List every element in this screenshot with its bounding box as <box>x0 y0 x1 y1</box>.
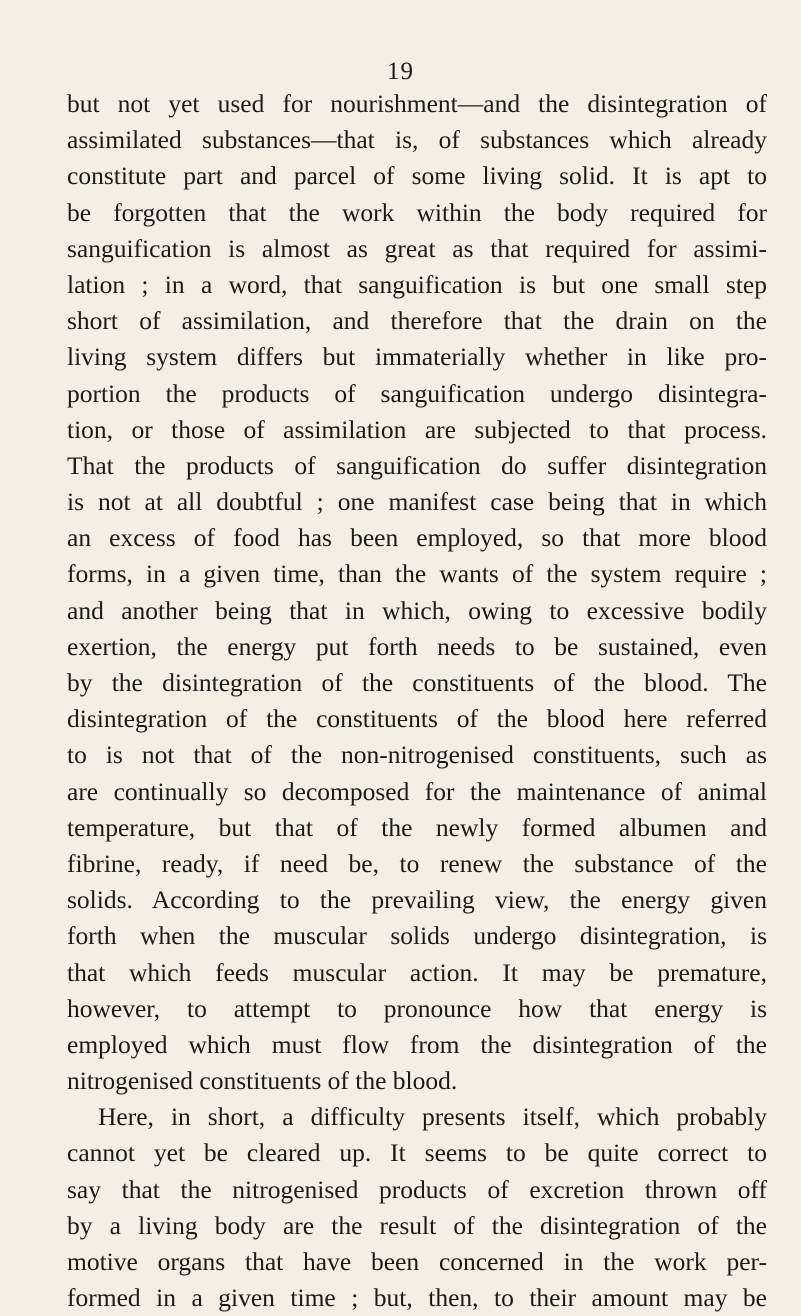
text-line: lation ; in a word, that sanguification is but one small step <box>67 269 767 299</box>
text-line: living system differs but immaterially whether in like pro- <box>67 342 767 372</box>
text-line: tion, or those of assimilation are subjected to that process. <box>67 414 767 444</box>
page-number: 19 <box>387 58 414 85</box>
text-line: nitrogenised constituents of the blood. <box>67 1066 458 1096</box>
text-line: solids. According to the prevailing view, the energy given <box>67 885 767 915</box>
text-line: an excess of food has been employed, so that more blood <box>67 523 767 553</box>
text-line: sanguification is almost as great as that required for assimi- <box>67 233 767 263</box>
text-line: employed which must flow from the disintegration of the <box>67 1029 767 1059</box>
text-line: fibrine, ready, if need be, to renew the substance of the <box>67 848 767 878</box>
text-line: are continually so decomposed for the maintenance of animal <box>67 776 767 806</box>
text-line: That the products of sanguification do suffer disintegration <box>67 450 767 480</box>
text-line: disintegration of the constituents of the blood here referred <box>67 704 767 734</box>
text-line: that which feeds muscular action. It may be premature, <box>67 957 767 987</box>
text-line: however, to attempt to pronounce how that energy is <box>67 993 767 1023</box>
text-line: exertion, the energy put forth needs to be sustained, even <box>67 631 767 661</box>
text-line: say that the nitrogenised products of excretion thrown off <box>67 1174 767 1204</box>
text-line: by a living body are the result of the disintegration of the <box>67 1210 767 1240</box>
text-line: portion the products of sanguification undergo disintegra- <box>67 378 767 408</box>
text-line: is not at all doubtful ; one manifest case being that in which <box>67 487 767 517</box>
text-line: by the disintegration of the constituents of the blood. The <box>67 668 767 697</box>
text-line: constitute part and parcel of some living solid. It is apt to <box>67 161 767 191</box>
text-line: forth when the muscular solids undergo disintegration, is <box>67 921 767 951</box>
text-line: cannot yet be cleared up. It seems to be quite correct to <box>67 1138 767 1168</box>
text-line: temperature, but that of the newly formed albumen and <box>67 812 767 842</box>
text-line: short of assimilation, and therefore that the drain on the <box>67 306 767 336</box>
text-line: motive organs that have been concerned in the work per- <box>67 1247 767 1276</box>
text-line: be forgotten that the work within the body required for <box>67 197 767 227</box>
text-line: to is not that of the non-nitrogenised constituents, such as <box>67 740 767 770</box>
text-line: and another being that in which, owing to excessive bodily <box>67 595 767 625</box>
text-line: formed in a given time ; but, then, to their amount may be <box>67 1283 767 1313</box>
text-line: forms, in a given time, than the wants of the system require ; <box>67 559 767 589</box>
text-line: Here, in short, a difficulty presents itself, which probably <box>98 1102 767 1132</box>
body-text <box>67 86 767 1316</box>
text-line: assimilated substances—that is, of substances which already <box>67 125 767 155</box>
text-line: but not yet used for nourishment—and the disintegration of <box>67 89 767 118</box>
